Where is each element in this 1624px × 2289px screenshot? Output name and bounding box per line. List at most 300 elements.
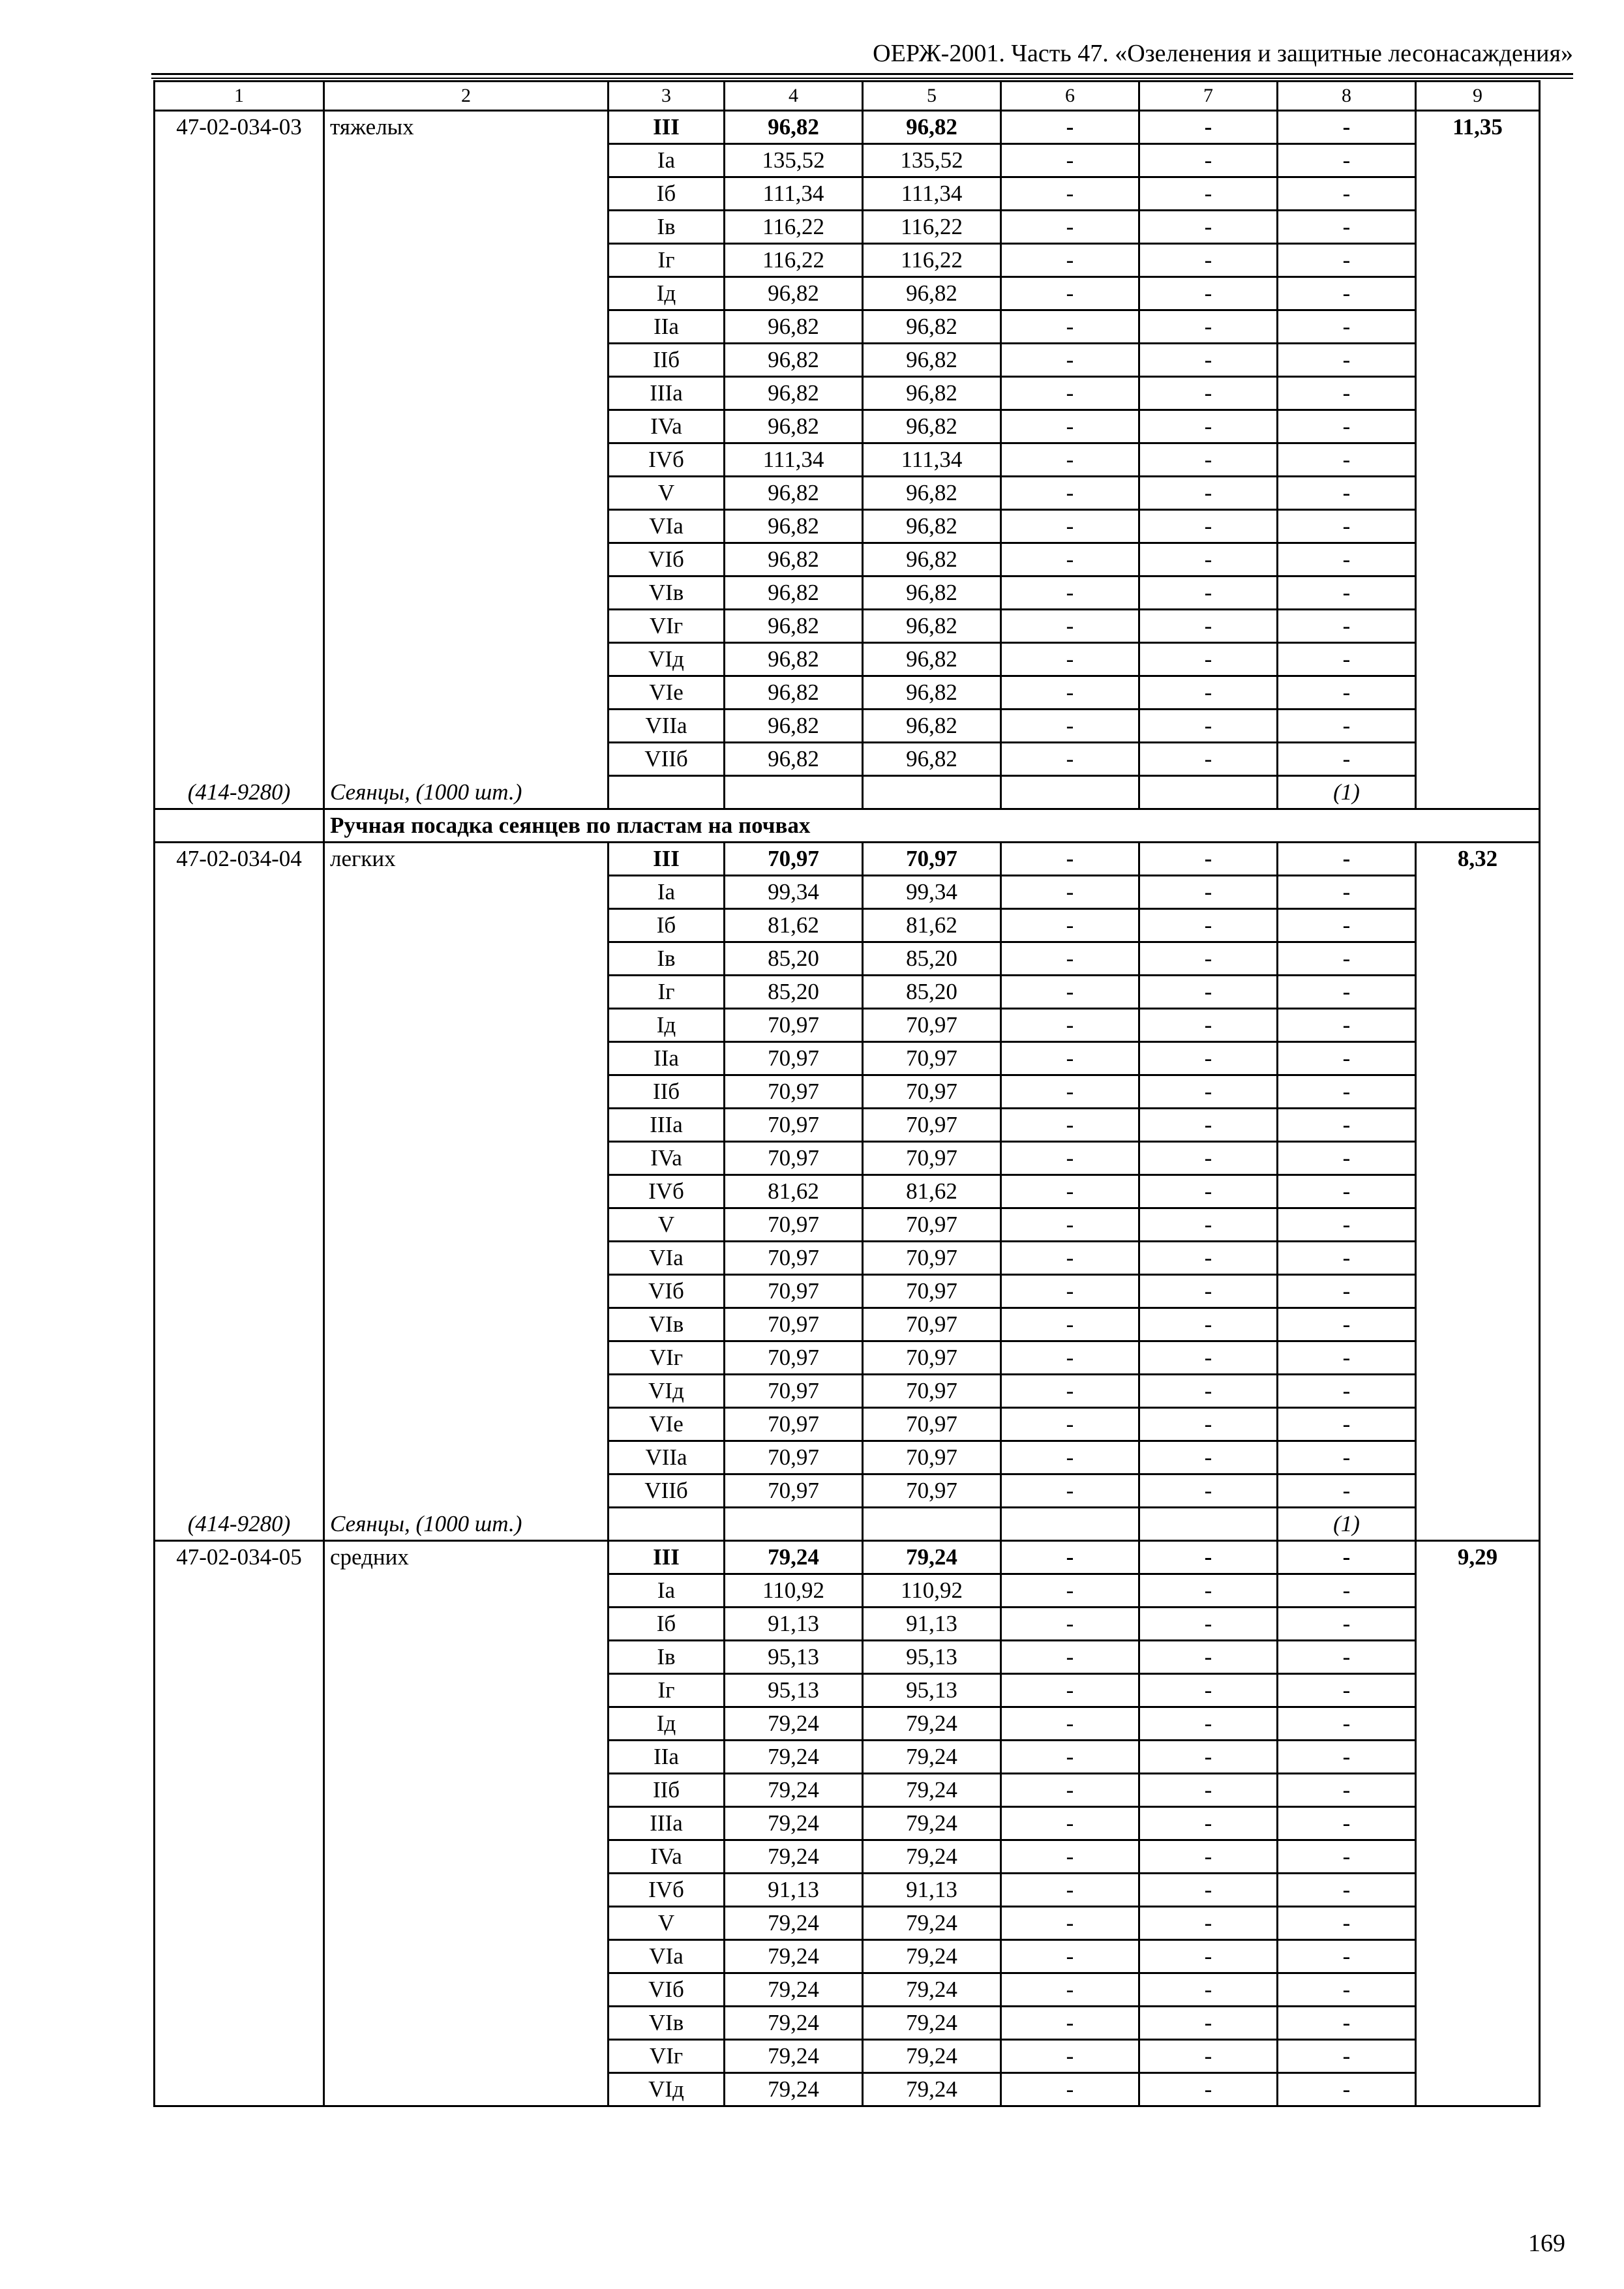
driver-wage-dash: -	[1139, 710, 1278, 743]
labor-cost: 70,97	[863, 1408, 1001, 1441]
total-cost: 79,24	[725, 1774, 863, 1807]
labor-cost: 79,24	[863, 2040, 1001, 2073]
column-number: 1	[155, 82, 324, 111]
page-number: 169	[1528, 2230, 1565, 2257]
territorial-zone: VIд	[609, 2073, 725, 2106]
labor-cost: 79,24	[863, 1707, 1001, 1741]
materials-dash: -	[1278, 1408, 1416, 1441]
territorial-zone: Iб	[609, 177, 725, 211]
materials-dash: -	[1278, 1541, 1416, 1574]
total-cost: 99,34	[725, 876, 863, 909]
total-cost: 91,13	[725, 1874, 863, 1907]
driver-wage-dash: -	[1139, 310, 1278, 344]
materials-dash: -	[1278, 277, 1416, 310]
materials-dash: -	[1278, 1308, 1416, 1341]
driver-wage-dash: -	[1139, 244, 1278, 277]
total-cost: 96,82	[725, 377, 863, 410]
total-cost: 70,97	[725, 1242, 863, 1275]
materials-dash: -	[1278, 1242, 1416, 1275]
resource-quantity: (1)	[1278, 776, 1416, 809]
territorial-zone: VIa	[609, 510, 725, 543]
driver-wage-dash: -	[1139, 610, 1278, 643]
materials-dash: -	[1278, 576, 1416, 610]
territorial-zone: Iв	[609, 942, 725, 976]
total-cost: 96,82	[725, 710, 863, 743]
materials-dash: -	[1278, 1009, 1416, 1042]
labor-cost: 79,24	[863, 1973, 1001, 2007]
machine-cost-dash: -	[1001, 643, 1139, 676]
total-cost: 70,97	[725, 1408, 863, 1441]
total-cost: 70,97	[725, 1474, 863, 1508]
total-cost: 70,97	[725, 1275, 863, 1308]
machine-cost-dash: -	[1001, 144, 1139, 177]
labor-hours: 8,32	[1416, 843, 1540, 1541]
machine-cost-dash: -	[1001, 1608, 1139, 1641]
driver-wage-dash: -	[1139, 1840, 1278, 1874]
machine-cost-dash: -	[1001, 876, 1139, 909]
machine-cost-dash: -	[1001, 1208, 1139, 1242]
labor-cost: 79,24	[863, 2073, 1001, 2106]
total-cost: 79,24	[725, 1973, 863, 2007]
materials-dash: -	[1278, 1907, 1416, 1940]
territorial-zone: IIIa	[609, 1807, 725, 1840]
work-description: тяжелых Сеянцы, (1000 шт.)	[324, 111, 609, 809]
driver-wage-dash: -	[1139, 676, 1278, 710]
total-cost: 81,62	[725, 909, 863, 942]
driver-wage-dash: -	[1139, 743, 1278, 776]
materials-dash: -	[1278, 477, 1416, 510]
materials-dash: -	[1278, 443, 1416, 477]
driver-wage-dash: -	[1139, 510, 1278, 543]
machine-cost-dash: -	[1001, 1874, 1139, 1907]
total-cost: 70,97	[725, 1075, 863, 1109]
machine-cost-dash: -	[1001, 1441, 1139, 1474]
total-cost: 91,13	[725, 1608, 863, 1641]
total-cost: 96,82	[725, 510, 863, 543]
materials-dash: -	[1278, 510, 1416, 543]
materials-dash: -	[1278, 1375, 1416, 1408]
total-cost: 96,82	[725, 610, 863, 643]
driver-wage-dash: -	[1139, 1375, 1278, 1408]
machine-cost-dash: -	[1001, 1840, 1139, 1874]
work-description: легких Сеянцы, (1000 шт.)	[324, 843, 609, 1541]
driver-wage-dash: -	[1139, 410, 1278, 443]
territorial-zone: Ia	[609, 144, 725, 177]
total-cost: 70,97	[725, 843, 863, 876]
driver-wage-dash: -	[1139, 909, 1278, 942]
driver-wage-dash: -	[1139, 576, 1278, 610]
territorial-zone: VIб	[609, 1973, 725, 2007]
machine-cost-dash: -	[1001, 510, 1139, 543]
total-cost: 96,82	[725, 477, 863, 510]
machine-cost-dash: -	[1001, 1142, 1139, 1175]
driver-wage-dash: -	[1139, 942, 1278, 976]
machine-cost-dash: -	[1001, 211, 1139, 244]
materials-dash: -	[1278, 1109, 1416, 1142]
territorial-zone: VIд	[609, 1375, 725, 1408]
driver-wage-dash: -	[1139, 1075, 1278, 1109]
labor-cost: 70,97	[863, 1208, 1001, 1242]
column-number-row	[155, 82, 1540, 111]
territorial-zone: IIIa	[609, 377, 725, 410]
materials-dash: -	[1278, 843, 1416, 876]
machine-cost-dash: -	[1001, 1408, 1139, 1441]
labor-cost: 95,13	[863, 1674, 1001, 1707]
total-cost: 81,62	[725, 1175, 863, 1208]
column-number: 9	[1416, 82, 1540, 111]
labor-cost: 91,13	[863, 1608, 1001, 1641]
labor-cost: 96,82	[863, 576, 1001, 610]
labor-cost: 116,22	[863, 211, 1001, 244]
total-cost: 95,13	[725, 1641, 863, 1674]
labor-cost: 79,24	[863, 1774, 1001, 1807]
section-heading-blank	[155, 809, 324, 843]
machine-cost-dash: -	[1001, 310, 1139, 344]
section-heading-row	[155, 809, 1540, 843]
machine-cost-dash: -	[1001, 1341, 1139, 1375]
machine-cost-dash: -	[1001, 1275, 1139, 1308]
driver-wage-dash: -	[1139, 543, 1278, 576]
driver-wage-dash: -	[1139, 344, 1278, 377]
territorial-zone: V	[609, 1907, 725, 1940]
territorial-zone: Iг	[609, 1674, 725, 1707]
machine-cost-dash: -	[1001, 1175, 1139, 1208]
total-cost: 70,97	[725, 1109, 863, 1142]
materials-dash: -	[1278, 211, 1416, 244]
territorial-zone: Iб	[609, 1608, 725, 1641]
materials-dash: -	[1278, 1874, 1416, 1907]
labor-cost: 96,82	[863, 410, 1001, 443]
materials-dash: -	[1278, 1840, 1416, 1874]
resource-labor-blank	[863, 1508, 1001, 1541]
labor-cost: 70,97	[863, 1375, 1001, 1408]
labor-cost: 70,97	[863, 1109, 1001, 1142]
column-number: 4	[725, 82, 863, 111]
resource-name: Сеянцы, (1000 шт.)	[330, 779, 522, 805]
machine-cost-dash: -	[1001, 410, 1139, 443]
machine-cost-dash: -	[1001, 610, 1139, 643]
territorial-zone: IVa	[609, 1840, 725, 1874]
territorial-zone: VIIa	[609, 710, 725, 743]
resource-blank-7	[1139, 776, 1278, 809]
labor-cost: 70,97	[863, 843, 1001, 876]
machine-cost-dash: -	[1001, 909, 1139, 942]
labor-cost: 79,24	[863, 1907, 1001, 1940]
materials-dash: -	[1278, 1275, 1416, 1308]
labor-hours: 9,29	[1416, 1541, 1540, 2106]
driver-wage-dash: -	[1139, 111, 1278, 144]
total-cost: 135,52	[725, 144, 863, 177]
resource-zone-blank	[609, 776, 725, 809]
labor-cost: 70,97	[863, 1275, 1001, 1308]
driver-wage-dash: -	[1139, 1608, 1278, 1641]
driver-wage-dash: -	[1139, 1973, 1278, 2007]
labor-cost: 135,52	[863, 144, 1001, 177]
labor-cost: 81,62	[863, 909, 1001, 942]
driver-wage-dash: -	[1139, 443, 1278, 477]
territorial-zone: Ia	[609, 876, 725, 909]
materials-dash: -	[1278, 1474, 1416, 1508]
territorial-zone: VIб	[609, 543, 725, 576]
territorial-zone: IVa	[609, 1142, 725, 1175]
materials-dash: -	[1278, 144, 1416, 177]
materials-dash: -	[1278, 909, 1416, 942]
territorial-zone: Iг	[609, 976, 725, 1009]
labor-cost: 70,97	[863, 1474, 1001, 1508]
machine-cost-dash: -	[1001, 1707, 1139, 1741]
territorial-zone: III	[609, 111, 725, 144]
materials-dash: -	[1278, 2007, 1416, 2040]
territorial-zone: Ia	[609, 1574, 725, 1608]
resource-quantity: (1)	[1278, 1508, 1416, 1541]
total-cost: 79,24	[725, 1940, 863, 1973]
driver-wage-dash: -	[1139, 211, 1278, 244]
total-cost: 85,20	[725, 976, 863, 1009]
territorial-zone: IIa	[609, 1042, 725, 1075]
labor-cost: 96,82	[863, 643, 1001, 676]
labor-cost: 111,34	[863, 177, 1001, 211]
territorial-zone: VIв	[609, 2007, 725, 2040]
machine-cost-dash: -	[1001, 1907, 1139, 1940]
total-cost: 96,82	[725, 643, 863, 676]
total-cost: 79,24	[725, 1907, 863, 1940]
labor-cost: 70,97	[863, 1009, 1001, 1042]
territorial-zone: Iд	[609, 1707, 725, 1741]
materials-dash: -	[1278, 1674, 1416, 1707]
machine-cost-dash: -	[1001, 710, 1139, 743]
driver-wage-dash: -	[1139, 1042, 1278, 1075]
territorial-zone: IVб	[609, 1175, 725, 1208]
driver-wage-dash: -	[1139, 1208, 1278, 1242]
driver-wage-dash: -	[1139, 144, 1278, 177]
table-row	[155, 843, 1540, 876]
machine-cost-dash: -	[1001, 477, 1139, 510]
resource-labor-blank	[863, 776, 1001, 809]
materials-dash: -	[1278, 1940, 1416, 1973]
materials-dash: -	[1278, 410, 1416, 443]
materials-dash: -	[1278, 543, 1416, 576]
materials-dash: -	[1278, 2040, 1416, 2073]
driver-wage-dash: -	[1139, 1907, 1278, 1940]
materials-dash: -	[1278, 1741, 1416, 1774]
total-cost: 116,22	[725, 244, 863, 277]
materials-dash: -	[1278, 1608, 1416, 1641]
driver-wage-dash: -	[1139, 976, 1278, 1009]
labor-cost: 96,82	[863, 477, 1001, 510]
total-cost: 96,82	[725, 543, 863, 576]
total-cost: 96,82	[725, 576, 863, 610]
machine-cost-dash: -	[1001, 177, 1139, 211]
work-description: средних	[324, 1541, 609, 2106]
machine-cost-dash: -	[1001, 1641, 1139, 1674]
materials-dash: -	[1278, 1807, 1416, 1840]
total-cost: 70,97	[725, 1142, 863, 1175]
driver-wage-dash: -	[1139, 1009, 1278, 1042]
column-number: 5	[863, 82, 1001, 111]
territorial-zone: IIa	[609, 1741, 725, 1774]
labor-cost: 95,13	[863, 1641, 1001, 1674]
territorial-zone: VIe	[609, 1408, 725, 1441]
driver-wage-dash: -	[1139, 277, 1278, 310]
column-number: 2	[324, 82, 609, 111]
territorial-zone: VIIa	[609, 1441, 725, 1474]
materials-dash: -	[1278, 377, 1416, 410]
total-cost: 111,34	[725, 443, 863, 477]
territorial-zone: VIIб	[609, 1474, 725, 1508]
materials-dash: -	[1278, 1441, 1416, 1474]
territorial-zone: IIб	[609, 344, 725, 377]
machine-cost-dash: -	[1001, 344, 1139, 377]
total-cost: 79,24	[725, 2007, 863, 2040]
labor-cost: 85,20	[863, 976, 1001, 1009]
total-cost: 96,82	[725, 410, 863, 443]
machine-cost-dash: -	[1001, 743, 1139, 776]
materials-dash: -	[1278, 676, 1416, 710]
machine-cost-dash: -	[1001, 2040, 1139, 2073]
driver-wage-dash: -	[1139, 2073, 1278, 2106]
driver-wage-dash: -	[1139, 1408, 1278, 1441]
labor-cost: 110,92	[863, 1574, 1001, 1608]
driver-wage-dash: -	[1139, 843, 1278, 876]
total-cost: 70,97	[725, 1042, 863, 1075]
machine-cost-dash: -	[1001, 443, 1139, 477]
machine-cost-dash: -	[1001, 576, 1139, 610]
labor-cost: 99,34	[863, 876, 1001, 909]
territorial-zone: Iб	[609, 909, 725, 942]
machine-cost-dash: -	[1001, 1075, 1139, 1109]
labor-cost: 96,82	[863, 610, 1001, 643]
materials-dash: -	[1278, 743, 1416, 776]
machine-cost-dash: -	[1001, 111, 1139, 144]
total-cost: 70,97	[725, 1009, 863, 1042]
machine-cost-dash: -	[1001, 1375, 1139, 1408]
territorial-zone: VIг	[609, 2040, 725, 2073]
labor-cost: 96,82	[863, 111, 1001, 144]
column-number: 8	[1278, 82, 1416, 111]
labor-cost: 79,24	[863, 2007, 1001, 2040]
machine-cost-dash: -	[1001, 377, 1139, 410]
labor-hours: 11,35	[1416, 111, 1540, 809]
machine-cost-dash: -	[1001, 676, 1139, 710]
labor-cost: 79,24	[863, 1741, 1001, 1774]
territorial-zone: IVa	[609, 410, 725, 443]
driver-wage-dash: -	[1139, 1874, 1278, 1907]
materials-dash: -	[1278, 1042, 1416, 1075]
labor-cost: 96,82	[863, 277, 1001, 310]
column-number: 7	[1139, 82, 1278, 111]
territorial-zone: VIв	[609, 1308, 725, 1341]
materials-dash: -	[1278, 1142, 1416, 1175]
territorial-zone: VIд	[609, 643, 725, 676]
machine-cost-dash: -	[1001, 1973, 1139, 2007]
driver-wage-dash: -	[1139, 1175, 1278, 1208]
territorial-zone: Iв	[609, 211, 725, 244]
table-row	[155, 1541, 1540, 1574]
driver-wage-dash: -	[1139, 1707, 1278, 1741]
materials-dash: -	[1278, 1973, 1416, 2007]
page-header-title: ОЕРЖ-2001. Часть 47. «Озеленения и защитные лесонасаждения»	[873, 40, 1573, 67]
driver-wage-dash: -	[1139, 2007, 1278, 2040]
territorial-zone: IIa	[609, 310, 725, 344]
total-cost: 96,82	[725, 111, 863, 144]
machine-cost-dash: -	[1001, 1009, 1139, 1042]
materials-dash: -	[1278, 111, 1416, 144]
labor-cost: 79,24	[863, 1940, 1001, 1973]
column-number: 3	[609, 82, 725, 111]
labor-cost: 70,97	[863, 1075, 1001, 1109]
machine-cost-dash: -	[1001, 1674, 1139, 1707]
machine-cost-dash: -	[1001, 277, 1139, 310]
driver-wage-dash: -	[1139, 1142, 1278, 1175]
materials-dash: -	[1278, 1707, 1416, 1741]
materials-dash: -	[1278, 610, 1416, 643]
machine-cost-dash: -	[1001, 1774, 1139, 1807]
territorial-zone: VIг	[609, 610, 725, 643]
total-cost: 79,24	[725, 1541, 863, 1574]
rate-code: 47-02-034-04 (414-9280)	[155, 843, 324, 1541]
total-cost: 79,24	[725, 2073, 863, 2106]
territorial-zone: Iд	[609, 277, 725, 310]
materials-dash: -	[1278, 244, 1416, 277]
machine-cost-dash: -	[1001, 543, 1139, 576]
total-cost: 116,22	[725, 211, 863, 244]
labor-cost: 96,82	[863, 676, 1001, 710]
total-cost: 79,24	[725, 1707, 863, 1741]
territorial-zone: Iд	[609, 1009, 725, 1042]
section-heading: Ручная посадка сеянцев по пластам на почвах	[324, 809, 1540, 843]
machine-cost-dash: -	[1001, 976, 1139, 1009]
territorial-zone: V	[609, 1208, 725, 1242]
resource-code: (414-9280)	[187, 779, 291, 805]
driver-wage-dash: -	[1139, 1541, 1278, 1574]
total-cost: 85,20	[725, 942, 863, 976]
total-cost: 110,92	[725, 1574, 863, 1608]
territorial-zone: VIe	[609, 676, 725, 710]
driver-wage-dash: -	[1139, 1641, 1278, 1674]
labor-cost: 79,24	[863, 1807, 1001, 1840]
labor-cost: 85,20	[863, 942, 1001, 976]
total-cost: 96,82	[725, 310, 863, 344]
total-cost: 70,97	[725, 1208, 863, 1242]
labor-cost: 70,97	[863, 1142, 1001, 1175]
materials-dash: -	[1278, 1641, 1416, 1674]
total-cost: 79,24	[725, 1807, 863, 1840]
labor-cost: 96,82	[863, 543, 1001, 576]
territorial-zone: VIв	[609, 576, 725, 610]
territorial-zone: VIa	[609, 1940, 725, 1973]
labor-cost: 96,82	[863, 710, 1001, 743]
labor-cost: 70,97	[863, 1441, 1001, 1474]
driver-wage-dash: -	[1139, 1474, 1278, 1508]
materials-dash: -	[1278, 942, 1416, 976]
resource-blank-7	[1139, 1508, 1278, 1541]
total-cost: 96,82	[725, 743, 863, 776]
territorial-zone: IIб	[609, 1075, 725, 1109]
total-cost: 96,82	[725, 344, 863, 377]
materials-dash: -	[1278, 310, 1416, 344]
materials-dash: -	[1278, 344, 1416, 377]
rate-code: 47-02-034-03 (414-9280)	[155, 111, 324, 809]
total-cost: 70,97	[725, 1308, 863, 1341]
labor-cost: 70,97	[863, 1242, 1001, 1275]
labor-cost: 91,13	[863, 1874, 1001, 1907]
materials-dash: -	[1278, 643, 1416, 676]
driver-wage-dash: -	[1139, 1441, 1278, 1474]
driver-wage-dash: -	[1139, 1807, 1278, 1840]
materials-dash: -	[1278, 177, 1416, 211]
materials-dash: -	[1278, 1774, 1416, 1807]
labor-cost: 96,82	[863, 344, 1001, 377]
